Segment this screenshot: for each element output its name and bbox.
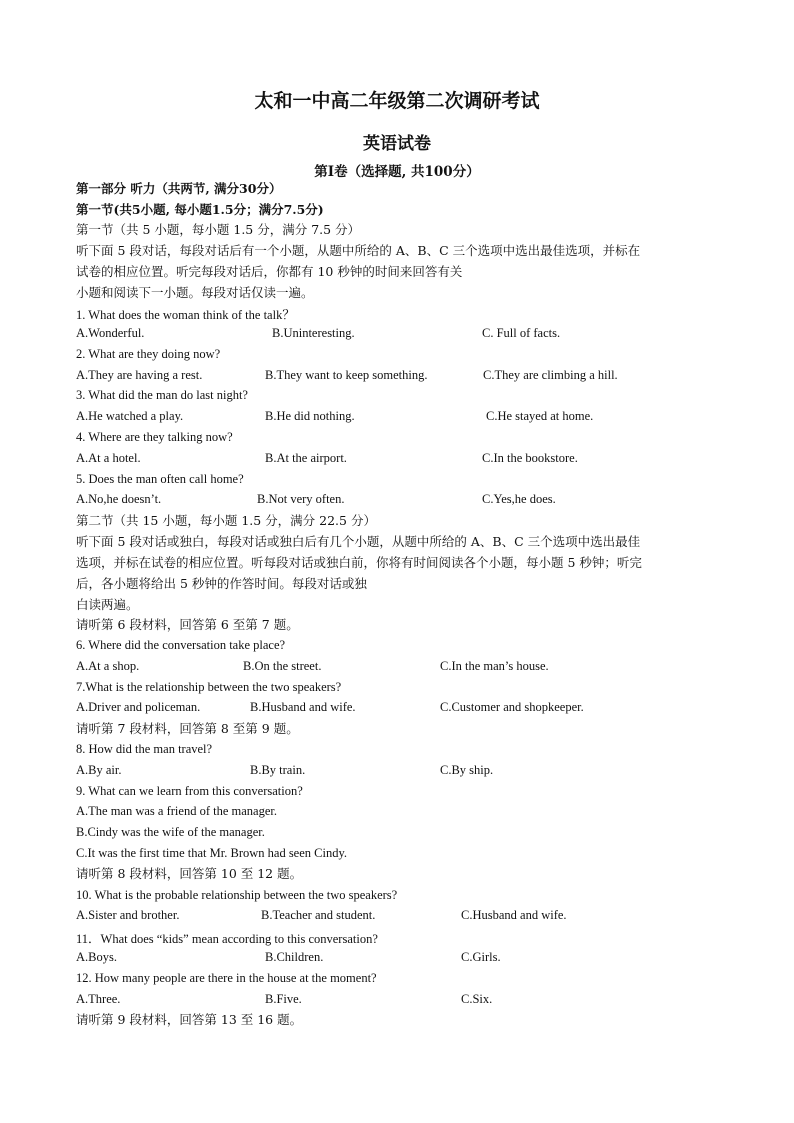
question-3-option-a: A.He watched a play. — [76, 409, 184, 423]
section1-heading-bold: 第一节(共5小题, 每小题1.5分；满分7.5分) — [76, 202, 324, 217]
question-2-option-c: C.They are climbing a hill. — [483, 368, 618, 382]
question-10-option-a: A.Sister and brother. — [76, 908, 180, 922]
question-5: 5. Does the man often call home? — [76, 472, 244, 486]
question-5-option-a: A.No,he doesn’t. — [76, 492, 162, 506]
material-7-instruction: 请听第 7 段材料，回答第 8 至第 9 题。 — [76, 721, 299, 736]
question-11-option-b: B.Children. — [265, 950, 324, 964]
question-2: 2. What are they doing now? — [76, 347, 221, 361]
section1-instruction-line1: 听下面 5 段对话，每段对话后有一个小题，从题中所给的 A、B、C 三个选项中选出最佳选项，并标在 — [76, 243, 641, 258]
section2-instruction-line1: 听下面 5 段对话或独白，每段对话或独白后有几个小题，从题中所给的 A、B、C 三个选项中选出最佳 — [76, 534, 641, 549]
question-2-option-b: B.They want to keep something. — [265, 368, 428, 382]
section2-instruction-line3: 后，各小题将给出 5 秒钟的作答时间。每段对话或独 — [76, 576, 367, 591]
question-4-option-b: B.At the airport. — [265, 451, 347, 465]
question-6-option-a: A.At a shop. — [76, 659, 140, 673]
question-9-option-a: A.The man was a friend of the manager. — [76, 804, 277, 818]
material-6-instruction: 请听第 6 段材料，回答第 6 至第 7 题。 — [76, 617, 299, 632]
question-7: 7.What is the relationship between the two speakers? — [76, 680, 342, 694]
question-8: 8. How did the man travel? — [76, 742, 213, 756]
question-5-option-b: B.Not very often. — [257, 492, 345, 506]
material-8-instruction: 请听第 8 段材料，回答第 10 至 12 题。 — [76, 866, 303, 881]
question-2-option-a: A.They are having a rest. — [76, 368, 203, 382]
question-7-option-b: B.Husband and wife. — [250, 700, 356, 714]
question-6: 6. Where did the conversation take place? — [76, 638, 286, 652]
question-10: 10. What is the probable relationship between the two speakers? — [76, 888, 398, 902]
question-12-option-b: B.Five. — [265, 992, 302, 1006]
question-4-option-c: C.In the bookstore. — [482, 451, 578, 465]
section1-instruction-line2: 试卷的相应位置。听完每段对话后，你都有 10 秒钟的时间来回答有关 — [76, 264, 463, 279]
question-7-option-a: A.Driver and policeman. — [76, 700, 201, 714]
question-11: 11．What does “kids” mean according to this conversation? — [76, 932, 378, 946]
question-10-option-c: C.Husband and wife. — [461, 908, 567, 922]
question-5-option-c: C.Yes,he does. — [482, 492, 556, 506]
question-8-option-c: C.By ship. — [440, 763, 494, 777]
section1-heading: 第一节（共 5 小题，每小题 1.5 分，满分 7.5 分） — [76, 222, 361, 237]
question-10-option-b: B.Teacher and student. — [261, 908, 376, 922]
section2-heading: 第二节（共 15 小题，每小题 1.5 分，满分 22.5 分） — [76, 513, 376, 528]
question-9-option-b: B.Cindy was the wife of the manager. — [76, 825, 265, 839]
question-11-option-a: A.Boys. — [76, 950, 117, 964]
exam-title: 太和一中高二年级第二次调研考试 — [254, 90, 540, 112]
section2-instruction-line2: 选项，并标在试卷的相应位置。听每段对话或独白前，你将有时间阅读各个小题，每小题 5 秒钟；听完 — [76, 555, 642, 570]
question-6-option-b: B.On the street. — [243, 659, 322, 673]
question-3-option-c: C.He stayed at home. — [486, 409, 594, 423]
volume-title: 第I卷（选择题, 共100分） — [314, 164, 480, 180]
question-3: 3. What did the man do last night? — [76, 388, 248, 402]
question-9: 9. What can we learn from this conversation? — [76, 784, 303, 798]
question-12-option-a: A.Three. — [76, 992, 121, 1006]
question-12-option-c: C.Six. — [461, 992, 493, 1006]
question-6-option-c: C.In the man’s house. — [440, 659, 549, 673]
subject-title: 英语试卷 — [363, 134, 431, 154]
question-9-option-c: C.It was the first time that Mr. Brown had seen Cindy. — [76, 846, 348, 860]
question-8-option-a: A.By air. — [76, 763, 122, 777]
section2-instruction-line4: 白读两遍。 — [76, 597, 139, 612]
question-7-option-c: C.Customer and shopkeeper. — [440, 700, 584, 714]
section1-instruction-line3: 小题和阅读下一小题。每段对话仅读一遍。 — [76, 285, 314, 300]
question-8-option-b: B.By train. — [250, 763, 306, 777]
question-4: 4. Where are they talking now? — [76, 430, 233, 444]
question-4-option-a: A.At a hotel. — [76, 451, 141, 465]
material-9-instruction: 请听第 9 段材料，回答第 13 至 16 题。 — [76, 1012, 303, 1027]
question-12: 12. How many people are there in the house at the moment? — [76, 971, 377, 985]
question-11-option-c: C.Girls. — [461, 950, 501, 964]
question-3-option-b: B.He did nothing. — [265, 409, 355, 423]
question-1-option-c: C. Full of facts. — [482, 326, 561, 340]
question-1-option-a: A.Wonderful. — [76, 326, 145, 340]
question-1: 1. What does the woman think of the talk？ — [76, 308, 295, 322]
part1-heading: 第一部分 听力（共两节, 满分30分） — [76, 181, 282, 196]
question-1-option-b: B.Uninteresting. — [272, 326, 355, 340]
